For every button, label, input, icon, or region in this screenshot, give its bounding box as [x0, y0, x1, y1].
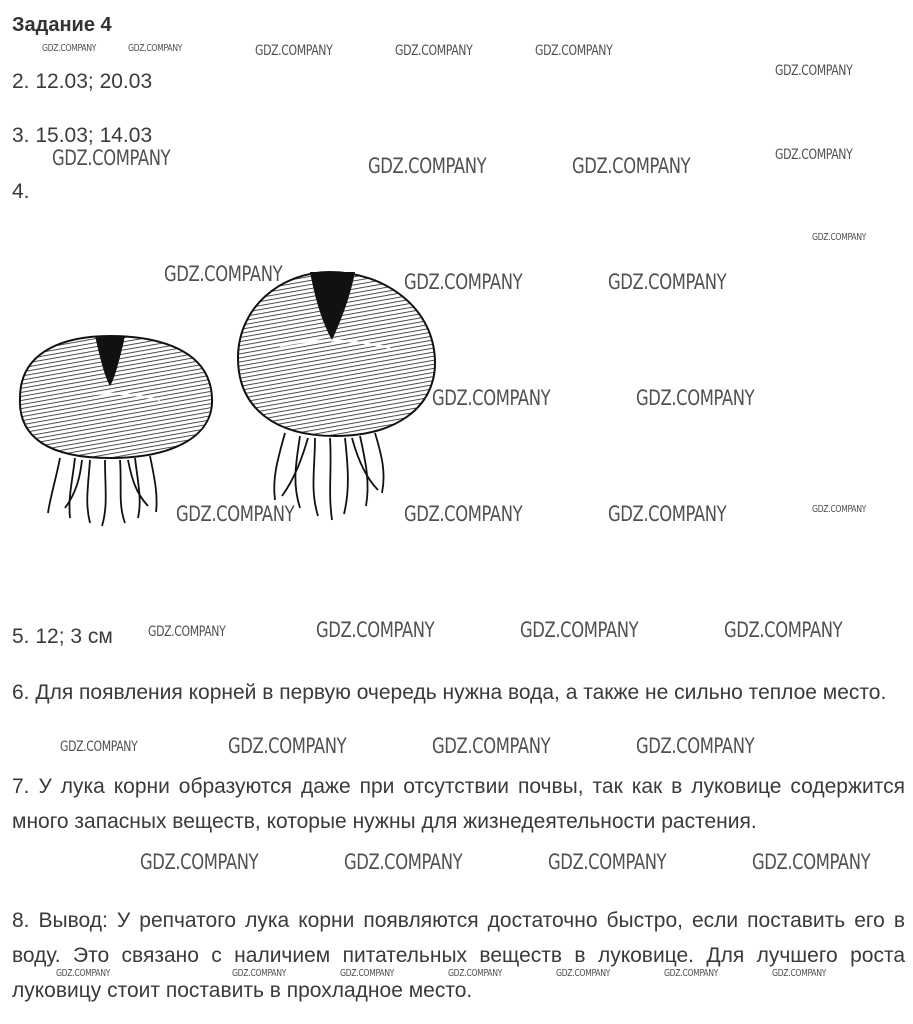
answer-8 [12, 903, 905, 1008]
page-title: Задание 4 [12, 14, 112, 36]
answer-2: 2. 12.03; 20.03 [12, 70, 153, 93]
watermark: GDZ.COMPANY [432, 734, 551, 758]
watermark: GDZ.COMPANY [56, 968, 111, 979]
answer-3: 3. 15.03; 14.03 [12, 124, 153, 147]
watermark: GDZ.COMPANY [404, 502, 523, 526]
watermark: GDZ.COMPANY [148, 624, 226, 640]
watermark: GDZ.COMPANY [164, 262, 283, 286]
conclusion-label: 8. Вывод: [12, 909, 108, 932]
watermark: GDZ.COMPANY [772, 968, 827, 979]
answer-6: 6. Для появления корней в первую очередь нужна вода, а также не сильно теплое место. [12, 681, 887, 704]
onion-illustration [10, 268, 440, 530]
watermark: GDZ.COMPANY [636, 734, 755, 758]
watermark: GDZ.COMPANY [255, 43, 333, 59]
watermark: GDZ.COMPANY [404, 270, 523, 294]
onion-bulbs-drawing [10, 268, 440, 530]
watermark: GDZ.COMPANY [432, 386, 551, 410]
watermark: GDZ.COMPANY [775, 63, 853, 79]
watermark: GDZ.COMPANY [535, 43, 613, 59]
answer-5: 5. 12; 3 см [12, 625, 113, 648]
watermark: GDZ.COMPANY [664, 968, 719, 979]
watermark: GDZ.COMPANY [60, 739, 138, 755]
watermark: GDZ.COMPANY [775, 147, 853, 163]
answer-7: 7. У лука корни образуются даже при отсутствии почвы, так как в луковице содержится много запасных веществ, которые нужны для жизнедеятельности растения. [12, 775, 905, 833]
watermark: GDZ.COMPANY [52, 146, 171, 170]
watermark: GDZ.COMPANY [572, 154, 691, 178]
watermark: GDZ.COMPANY [520, 618, 639, 642]
watermark: GDZ.COMPANY [812, 504, 867, 515]
watermark: GDZ.COMPANY [344, 850, 463, 874]
watermark: GDZ.COMPANY [724, 618, 843, 642]
watermark: GDZ.COMPANY [448, 968, 503, 979]
conclusion-text: У репчатого лука корни появляются достаточно быстро, если поставить его в воду. Это связано с наличием питательных веществ в луковице. Для лучшего роста луковицу стоит поставить в прохладное место. [12, 909, 905, 1002]
watermark: GDZ.COMPANY [228, 734, 347, 758]
watermark: GDZ.COMPANY [752, 850, 871, 874]
watermark: GDZ.COMPANY [42, 43, 97, 54]
watermark: GDZ.COMPANY [140, 850, 259, 874]
watermark: GDZ.COMPANY [608, 502, 727, 526]
answer-4: 4. [12, 180, 30, 203]
watermark: GDZ.COMPANY [812, 232, 867, 243]
watermark: GDZ.COMPANY [636, 386, 755, 410]
watermark: GDZ.COMPANY [368, 154, 487, 178]
watermark: GDZ.COMPANY [395, 43, 473, 59]
watermark: GDZ.COMPANY [548, 850, 667, 874]
watermark: GDZ.COMPANY [556, 968, 611, 979]
watermark: GDZ.COMPANY [232, 968, 287, 979]
small-onion [20, 336, 212, 526]
watermark: GDZ.COMPANY [316, 618, 435, 642]
watermark: GDZ.COMPANY [608, 270, 727, 294]
watermark: GDZ.COMPANY [176, 502, 295, 526]
watermark: GDZ.COMPANY [128, 43, 183, 54]
large-onion [238, 272, 435, 520]
watermark: GDZ.COMPANY [340, 968, 395, 979]
